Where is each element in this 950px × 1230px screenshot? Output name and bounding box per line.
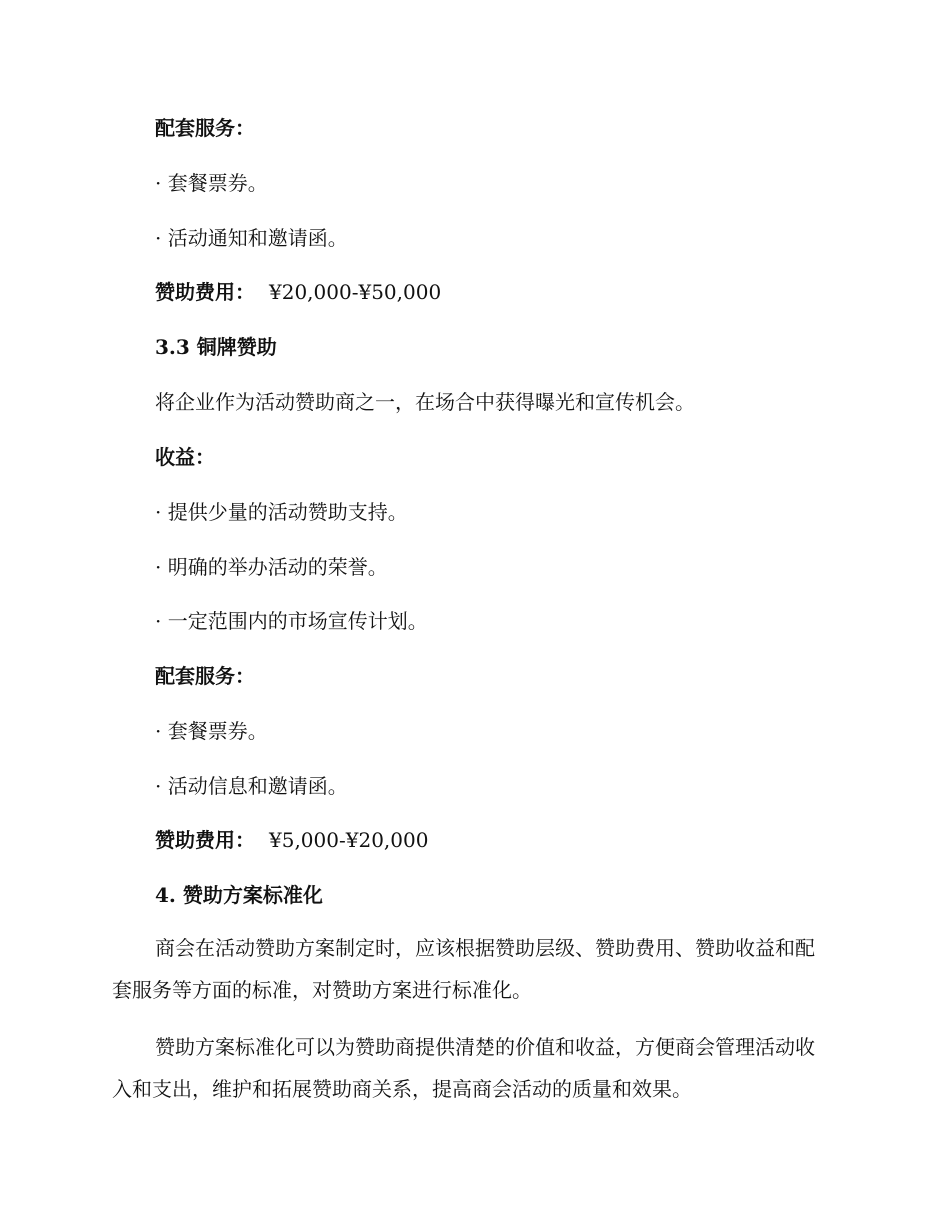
gold-fee-row [155,278,441,306]
bronze-service-heading: 配套服务： [155,664,255,688]
standardization-paragraph: 赞助方案标准化可以为赞助商提供清楚的价值和收益，方便商会管理活动收入和支出，维护和拓展赞助商关系，提高商会活动的质量和效果。 [112,1035,815,1101]
bronze-fee-value: ¥5,000-¥20,000 [269,828,429,852]
gold-service-heading: 配套服务： [155,116,255,140]
gold-service-item: · 活动通知和邀请函。 [155,226,348,250]
standardization-paragraph: 商会在活动赞助方案制定时，应该根据赞助层级、赞助费用、赞助收益和配套服务等方面的标准，对赞助方案进行标准化。 [112,936,815,1002]
bronze-description: 将企业作为活动赞助商之一，在场合中获得曝光和宣传机会。 [155,390,695,414]
bronze-fee-label: 赞助费用： [155,828,255,852]
bronze-heading: 3.3 铜牌赞助 [155,335,277,359]
bronze-benefit-item: · 提供少量的活动赞助支持。 [155,500,408,524]
gold-fee-label: 赞助费用： [155,280,255,304]
bronze-fee-row [155,826,428,854]
gold-service-item: · 套餐票券。 [155,171,268,195]
bronze-benefit-item: · 一定范围内的市场宣传计划。 [155,609,428,633]
gold-fee-value: ¥20,000-¥50,000 [269,280,442,304]
bronze-service-item: · 活动信息和邀请函。 [155,774,348,798]
standardization-heading: 4. 赞助方案标准化 [155,883,323,907]
bronze-benefit-item: · 明确的举办活动的荣誉。 [155,555,388,579]
bronze-benefit-heading: 收益： [155,445,215,469]
bronze-service-item: · 套餐票券。 [155,719,268,743]
